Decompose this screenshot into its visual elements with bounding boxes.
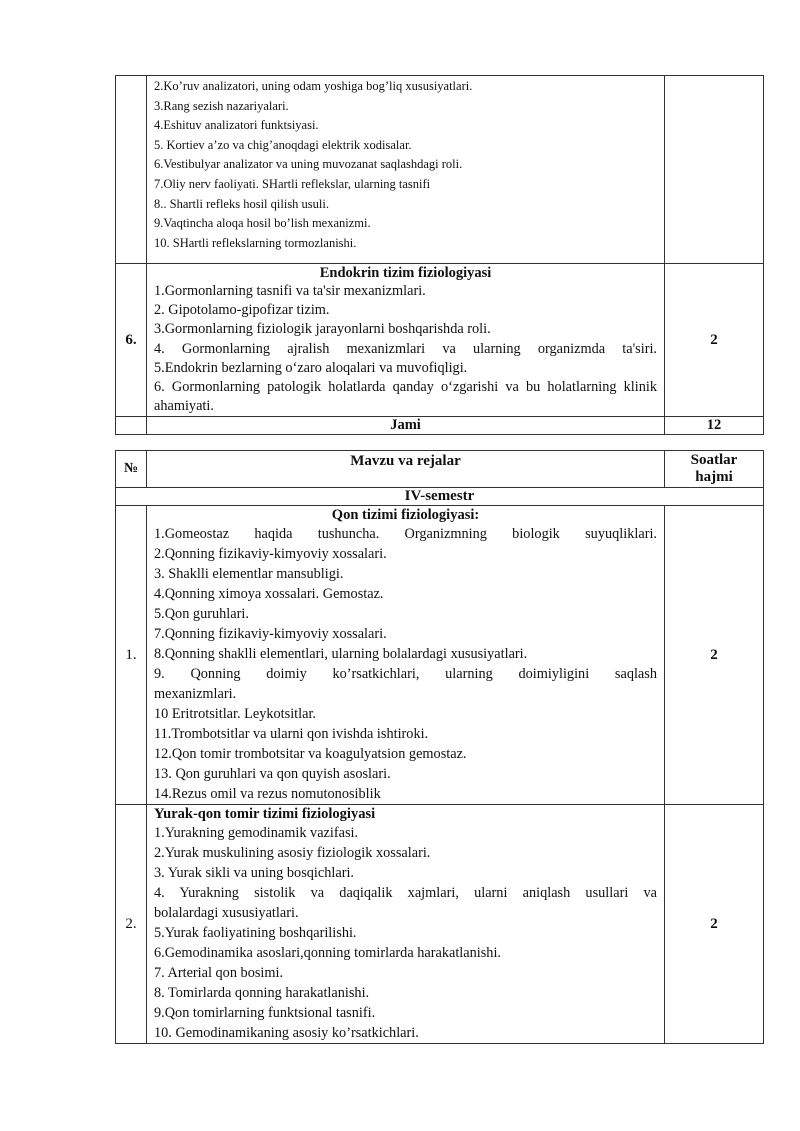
list-item: 14.Rezus omil va rezus nomutonosiblik (154, 786, 381, 802)
list-item: 11.Trombotsitlar va ularni qon ivishda ishtiroki. (154, 726, 429, 742)
list-item: 6. Gormonlarning patologik holatlarda qanday o‘zgarishi va bu holatlarning klinik ahamiyati. (154, 379, 657, 415)
list-item: 4. Yurakning sistolik va daqiqalik xajmlari, ularni aniqlash usullari va (154, 885, 657, 901)
list-item: 8. Tomirlarda qonning harakatlanishi. (154, 985, 370, 1001)
row-number: 2. (116, 805, 147, 1044)
list-item: 8.. Shartli refleks hosil qilish usuli. (154, 196, 329, 211)
table-row (116, 76, 764, 264)
list-item: 9. Qonning doimiy ko’rsatkichlari, ularning doimiyligini saqlash (154, 666, 657, 682)
total-row (116, 417, 764, 435)
topic-cell (147, 805, 665, 1044)
list-item: 4.Qonning ximoya xossalari. Gemostaz. (154, 586, 384, 602)
topic-title: Endokrin tizim fiziologiyasi (319, 265, 492, 281)
list-item: 6.Vestibulyar analizator va uning muvozanat saqlashdagi roli. (154, 157, 463, 172)
topic-title: Qon tizimi fiziologiyasi: (331, 507, 480, 523)
list-item: 9.Vaqtincha aloqa hosil bo’lish mexanizmi. (154, 216, 371, 231)
list-item: 2. Gipotolamo-gipofizar tizim. (154, 302, 330, 319)
row-number: 6. (116, 264, 147, 417)
list-item: 9.Qon tomirlarning funktsional tasnifi. (154, 1005, 376, 1021)
hours-cell: 2 (665, 264, 764, 417)
table-row (116, 264, 764, 417)
topic-title: Yurak-qon tomir tizimi fiziologiyasi (154, 806, 376, 822)
semester-row (116, 488, 764, 506)
list-item: 6.Gemodinamika asoslari,qonning tomirlarda harakatlanishi. (154, 945, 502, 961)
list-item: 2.Qonning fizikaviy-kimyoviy xossalari. (154, 546, 387, 562)
list-item: 1.Gormonlarning tasnifi va ta'sir mexanizmlari. (154, 283, 426, 299)
list-item: 7.Qonning fizikaviy-kimyoviy xossalari. (154, 626, 387, 642)
list-item: 5. Kortiev a’zo va chig’anoqdagi elektrik xodisalar. (154, 137, 412, 152)
total-label: Jami (147, 417, 665, 435)
total-value: 12 (665, 417, 764, 435)
header-hours-line1: Soatlar (690, 452, 738, 468)
list-item: 5.Yurak faoliyatining boshqarilishi. (154, 925, 357, 941)
list-item: 8.Qonning shaklli elementlari, ularning bolalardagi xususiyatlari. (154, 646, 528, 662)
list-item: 7. Arterial qon bosimi. (154, 965, 284, 981)
table-row (116, 506, 764, 805)
list-item: 4. Gormonlarning ajralish mexanizmlari va ularning organizmda ta'siri. (154, 340, 657, 357)
semester-label: IV-semestr (116, 488, 764, 506)
list-item: 3.Rang sezish nazariyalari. (154, 98, 289, 113)
table-row (116, 805, 764, 1044)
list-item: mexanizmlari. (154, 686, 237, 702)
list-item: 5.Qon guruhlari. (154, 606, 249, 622)
table-header (116, 451, 764, 488)
topic-cell (147, 264, 665, 417)
list-item: 10. Gemodinamikaning asosiy ko’rsatkichlari. (154, 1025, 419, 1041)
list-item: 1.Yurakning gemodinamik vazifasi. (154, 825, 359, 841)
hours-cell: 2 (665, 506, 764, 805)
header-number: № (116, 451, 147, 488)
list-item: 2.Yurak muskulining asosiy fiziologik xossalari. (154, 845, 431, 861)
list-item: 10 Eritrotsitlar. Leykotsitlar. (154, 706, 317, 722)
list-item: 2.Ko’ruv analizatori, uning odam yoshiga bog’liq xususiyatlari. (154, 79, 473, 93)
list-item: 10. SHartli reflekslarning tormozlanishi. (154, 235, 357, 250)
list-item: 3. Yurak sikli va uning bosqichlari. (154, 865, 354, 881)
list-item: 13. Qon guruhlari va qon quyish asoslari. (154, 766, 391, 782)
header-hours-line2: hajmi (695, 469, 733, 485)
row-number: 1. (116, 506, 147, 805)
list-item: 3. Shaklli elementlar mansubligi. (154, 566, 344, 582)
table-semester-iv (115, 450, 764, 1044)
topic-cell (147, 76, 665, 264)
list-item: 1.Gomeostaz haqida tushuncha. Organizmning biologik suyuqliklari. (154, 526, 657, 542)
list-item: 5.Endokrin bezlarning o‘zaro aloqalari va muvofiqligi. (154, 359, 468, 376)
topic-cell (147, 506, 665, 805)
header-hours (665, 451, 764, 488)
header-topic: Mavzu va rejalar (147, 451, 665, 488)
hours-cell: 2 (665, 805, 764, 1044)
list-item: 3.Gormonlarning fiziologik jarayonlarni boshqarishda roli. (154, 321, 491, 338)
table-continuation (115, 75, 764, 435)
list-item: bolalardagi xususiyatlari. (154, 905, 299, 921)
list-item: 7.Oliy nerv faoliyati. SHartli reflekslar, ularning tasnifi (154, 176, 431, 191)
list-item: 12.Qon tomir trombotsitar va koagulyatsion gemostaz. (154, 746, 467, 762)
list-item: 4.Eshituv analizatori funktsiyasi. (154, 118, 319, 133)
